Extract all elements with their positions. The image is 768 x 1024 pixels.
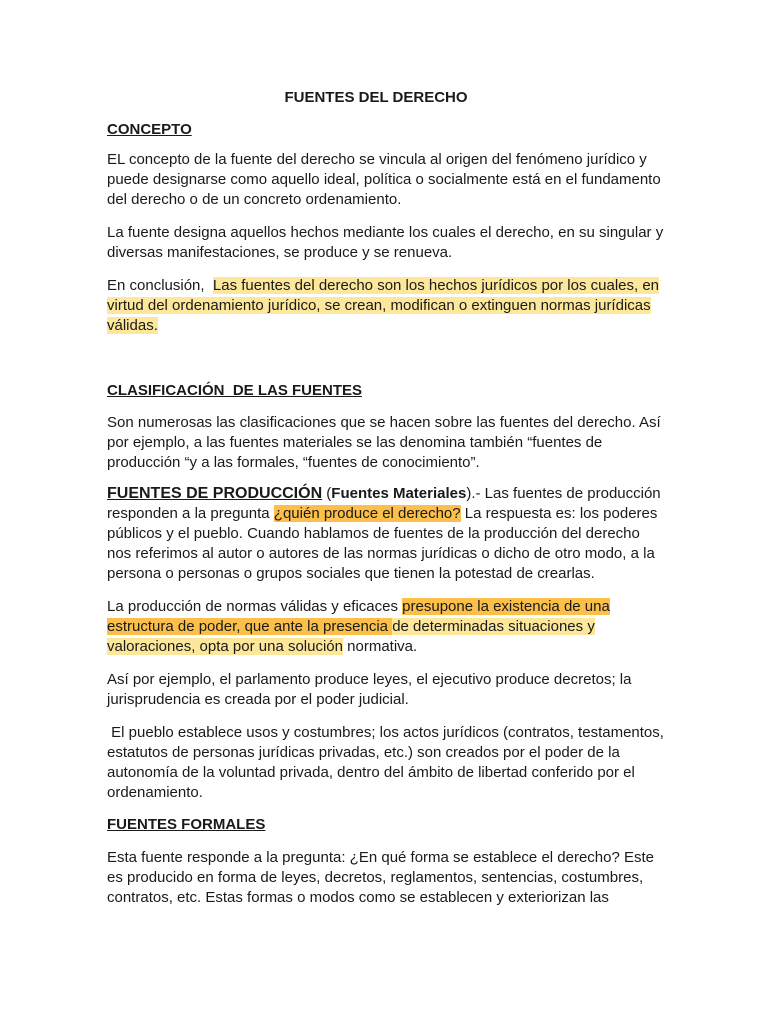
conclusion-lead: En conclusión, <box>107 277 213 294</box>
produccion-rest: La respuesta es: los poderes públicos y el pueblo. Cuando hablamos de fuentes de la producción del derecho nos referimos al autor o autores de las normas jurídicas o dicho de otro modo, a la persona o personas o grupos sociales que tienen la potestad de crearlas. <box>107 505 658 582</box>
conclusion-highlight: Las fuentes del derecho son los hechos jurídicos por los cuales, en virtud del ordenamiento jurídico, se crean, modifican o extinguen normas jurídicas válidas. <box>107 277 660 334</box>
concepto-paragraph-1: EL concepto de la fuente del derecho se vincula al origen del fenómeno jurídico y puede designarse como aquello ideal, política o socialmente está en el fundamento del derecho o de un concreto ordenamiento. <box>107 151 661 208</box>
produccion-subheading: Fuentes Materiales <box>331 485 467 502</box>
produccion-heading: FUENTES DE PRODUCCIÓN <box>107 485 323 502</box>
document-page <box>107 88 667 908</box>
produccion-paragraph-2 <box>107 597 667 657</box>
clasificacion-heading: CLASIFICACIÓN DE LAS FUENTES <box>107 382 363 399</box>
produccion-p2-lead: La producción de normas válidas y eficaces <box>107 598 403 615</box>
produccion-p2-highlight-light: de determinadas situaciones y valoraciones, opta por una solución <box>107 618 595 655</box>
concepto-paragraph-2: La fuente designa aquellos hechos mediante los cuales el derecho, en su singular y diversas manifestaciones, se produce y se renueva. <box>107 224 664 261</box>
produccion-question-highlight: ¿quién produce el derecho? <box>273 505 461 522</box>
concepto-conclusion <box>107 276 667 336</box>
clasificacion-paragraph: Son numerosas las clasificaciones que se hacen sobre las fuentes del derecho. Así por ejemplo, a las fuentes materiales se las denomina también “fuentes de producción “y a las formales, “fuentes de conocimiento”. <box>107 414 661 471</box>
produccion-paragraph-3: Así por ejemplo, el parlamento produce leyes, el ejecutivo produce decretos; la jurisprudencia es creada por el poder judicial. <box>107 671 632 708</box>
produccion-paragraph-4: El pueblo establece usos y costumbres; los actos jurídicos (contratos, testamentos, estatutos de personas jurídicas privadas, etc.) son creados por el poder de la autonomía de la voluntad privada, dentro del ámbito de libertad conferido por el ordenamiento. <box>107 724 669 801</box>
document-title: FUENTES DEL DERECHO <box>284 89 468 106</box>
produccion-p2-tail: normativa. <box>343 638 418 655</box>
concepto-heading: CONCEPTO <box>107 121 192 138</box>
produccion-paren-open: ( <box>322 485 332 502</box>
formales-heading: FUENTES FORMALES <box>107 816 266 833</box>
produccion-p2-highlight-strong: presupone la existencia de una estructura de poder, que ante la presencia <box>107 598 610 635</box>
produccion-after-sub: ).- Las fuentes de producción responden a la pregunta <box>107 485 661 522</box>
formales-paragraph: Esta fuente responde a la pregunta: ¿En qué forma se establece el derecho? Este es producido en forma de leyes, decretos, reglamentos, sentencias, costumbres, contratos, etc. Estas formas o modos como se establecen y exteriorizan las <box>107 849 655 906</box>
produccion-paragraph <box>107 484 667 584</box>
